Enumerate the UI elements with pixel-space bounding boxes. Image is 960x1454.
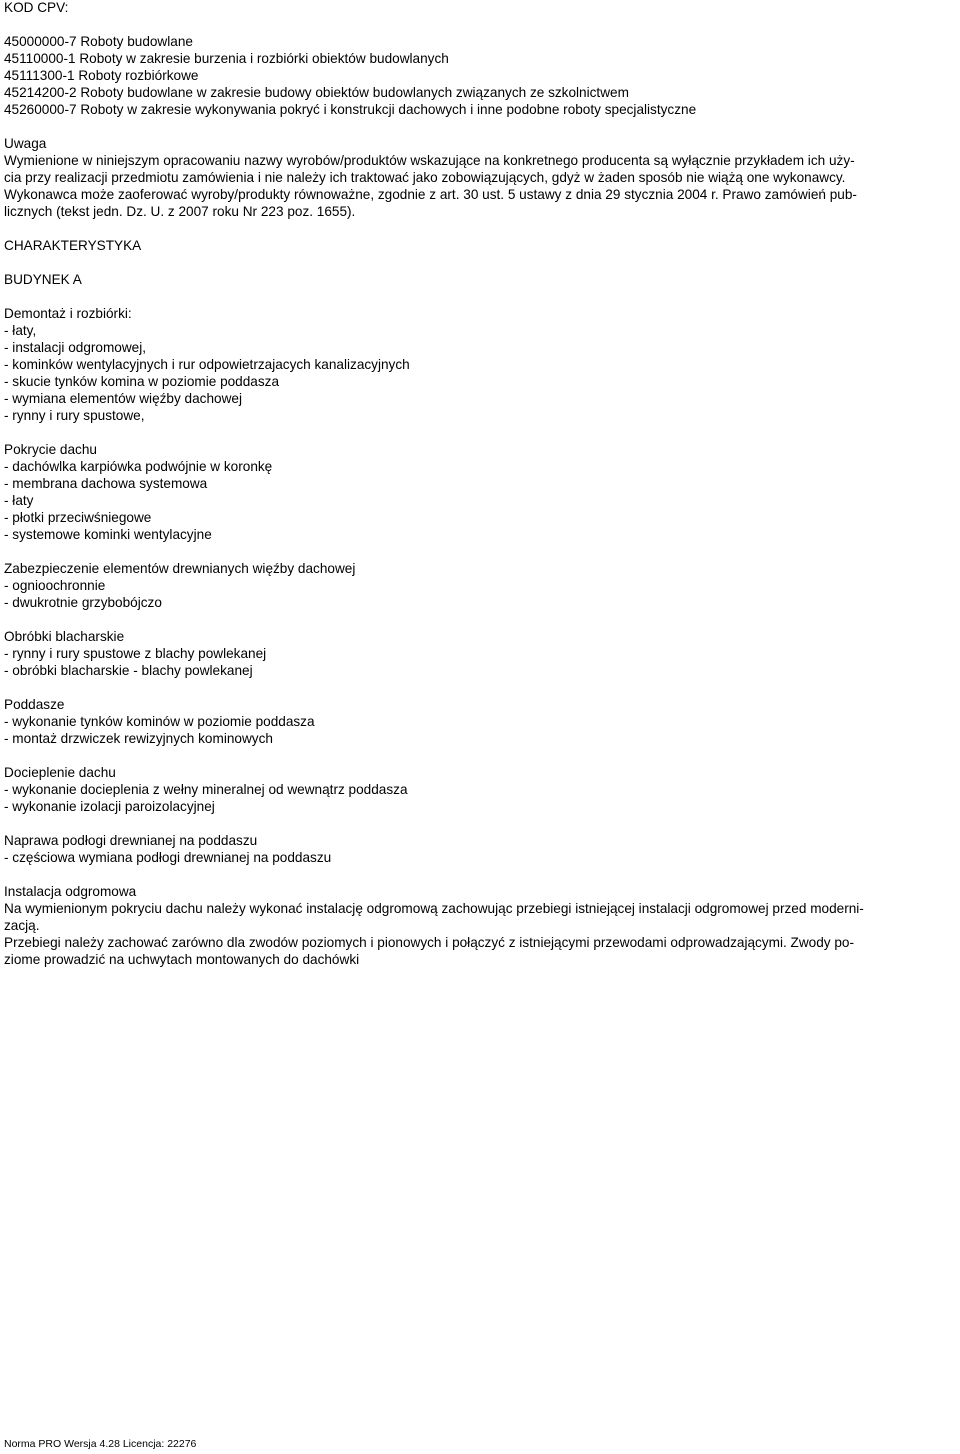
- building-heading-block: [4, 271, 956, 288]
- paragraph-line: Przebiegi należy zachować zarówno dla zwodów poziomych i pionowych i połączyć z istniejącymi przewodami odprowadzającymi. Zwody po-: [4, 935, 854, 950]
- note-line: licznych (tekst jedn. Dz. U. z 2007 roku Nr 223 poz. 1655).: [4, 204, 356, 219]
- section-title: Instalacja odgromowa: [4, 884, 137, 899]
- section-lightning-protection: [4, 883, 956, 968]
- list-item: - instalacji odgromowej,: [4, 340, 147, 355]
- paragraph-line: ziome prowadzić na uchwytach montowanych do dachówki: [4, 952, 360, 967]
- section-title: Poddasze: [4, 697, 65, 712]
- section-title: Naprawa podłogi drewnianej na poddaszu: [4, 833, 258, 848]
- cpv-code: 45111300-1 Roboty rozbiórkowe: [4, 68, 199, 83]
- note-line: Wykonawca może zaoferować wyroby/produkty równoważne, zgodnie z art. 30 ust. 5 ustawy z dnia 29 stycznia 2004 r. Prawo zamówień pub-: [4, 187, 857, 202]
- section-roof-insulation: [4, 764, 956, 815]
- list-item: - wykonanie izolacji paroizolacyjnej: [4, 799, 215, 814]
- list-item: - częściowa wymiana podłogi drewnianej na poddaszu: [4, 850, 332, 865]
- list-item: - wykonanie docieplenia z wełny mineralnej od wewnątrz poddasza: [4, 782, 408, 797]
- section-sheet-metal: [4, 628, 956, 679]
- building-title: BUDYNEK A: [4, 272, 82, 287]
- list-item: - obróbki blacharskie - blachy powlekanej: [4, 663, 253, 678]
- list-item: - łaty: [4, 493, 34, 508]
- list-item: - wykonanie tynków kominów w poziomie poddasza: [4, 714, 315, 729]
- list-item: - łaty,: [4, 323, 37, 338]
- section-roof-covering: [4, 441, 956, 543]
- list-item: - membrana dachowa systemowa: [4, 476, 208, 491]
- cpv-title: KOD CPV:: [4, 0, 69, 15]
- section-demolition: [4, 305, 956, 424]
- paragraph-line: Na wymienionym pokryciu dachu należy wykonać instalację odgromową zachowując przebiegi istniejącej instalacji odgromowej przed moderni-: [4, 901, 864, 916]
- note-section: [4, 135, 956, 220]
- section-attic: [4, 696, 956, 747]
- footer-license: Norma PRO Wersja 4.28 Licencja: 22276: [4, 1438, 197, 1450]
- characteristics-title: CHARAKTERYSTYKA: [4, 238, 142, 253]
- characteristics-heading-block: [4, 237, 956, 254]
- note-title: Uwaga: [4, 136, 47, 151]
- list-item: - ognioochronnie: [4, 578, 106, 593]
- cpv-code: 45214200-2 Roboty budowlane w zakresie budowy obiektów budowlanych związanych ze szkolnictwem: [4, 85, 629, 100]
- section-title: Docieplenie dachu: [4, 765, 116, 780]
- note-line: Wymienione w niniejszym opracowaniu nazwy wyrobów/produktów wskazujące na konkretnego producenta są wyłącznie przykładem ich uży-: [4, 153, 855, 168]
- cpv-code: 45260000-7 Roboty w zakresie wykonywania pokryć i konstrukcji dachowych i inne podobne roboty specjalistyczne: [4, 102, 697, 117]
- list-item: - skucie tynków komina w poziomie poddasza: [4, 374, 280, 389]
- list-item: - płotki przeciwśniegowe: [4, 510, 152, 525]
- section-title: Zabezpieczenie elementów drewnianych więźby dachowej: [4, 561, 356, 576]
- list-item: - dachówlka karpiówka podwójnie w koronkę: [4, 459, 273, 474]
- section-title: Obróbki blacharskie: [4, 629, 125, 644]
- cpv-code: 45110000-1 Roboty w zakresie burzenia i rozbiórki obiektów budowlanych: [4, 51, 449, 66]
- cpv-code-list: [4, 33, 956, 118]
- document-page: [4, 0, 956, 968]
- list-item: - dwukrotnie grzybobójczo: [4, 595, 162, 610]
- paragraph-line: zacją.: [4, 918, 40, 933]
- cpv-code: 45000000-7 Roboty budowlane: [4, 34, 193, 49]
- list-item: - montaż drzwiczek rewizyjnych kominowych: [4, 731, 273, 746]
- list-item: - wymiana elementów więźby dachowej: [4, 391, 242, 406]
- section-title: Demontaż i rozbiórki:: [4, 306, 132, 321]
- section-title: Pokrycie dachu: [4, 442, 97, 457]
- section-wood-protection: [4, 560, 956, 611]
- list-item: - rynny i rury spustowe,: [4, 408, 145, 423]
- list-item: - kominków wentylacyjnych i rur odpowietrzajacych kanalizacyjnych: [4, 357, 410, 372]
- section-floor-repair: [4, 832, 956, 866]
- list-item: - systemowe kominki wentylacyjne: [4, 527, 212, 542]
- note-line: cia przy realizacji przedmiotu zamówienia i nie należy ich traktować jako zobowiązujących, gdyż w żaden sposób nie wiążą one wykonawcy.: [4, 170, 846, 185]
- list-item: - rynny i rury spustowe z blachy powlekanej: [4, 646, 267, 661]
